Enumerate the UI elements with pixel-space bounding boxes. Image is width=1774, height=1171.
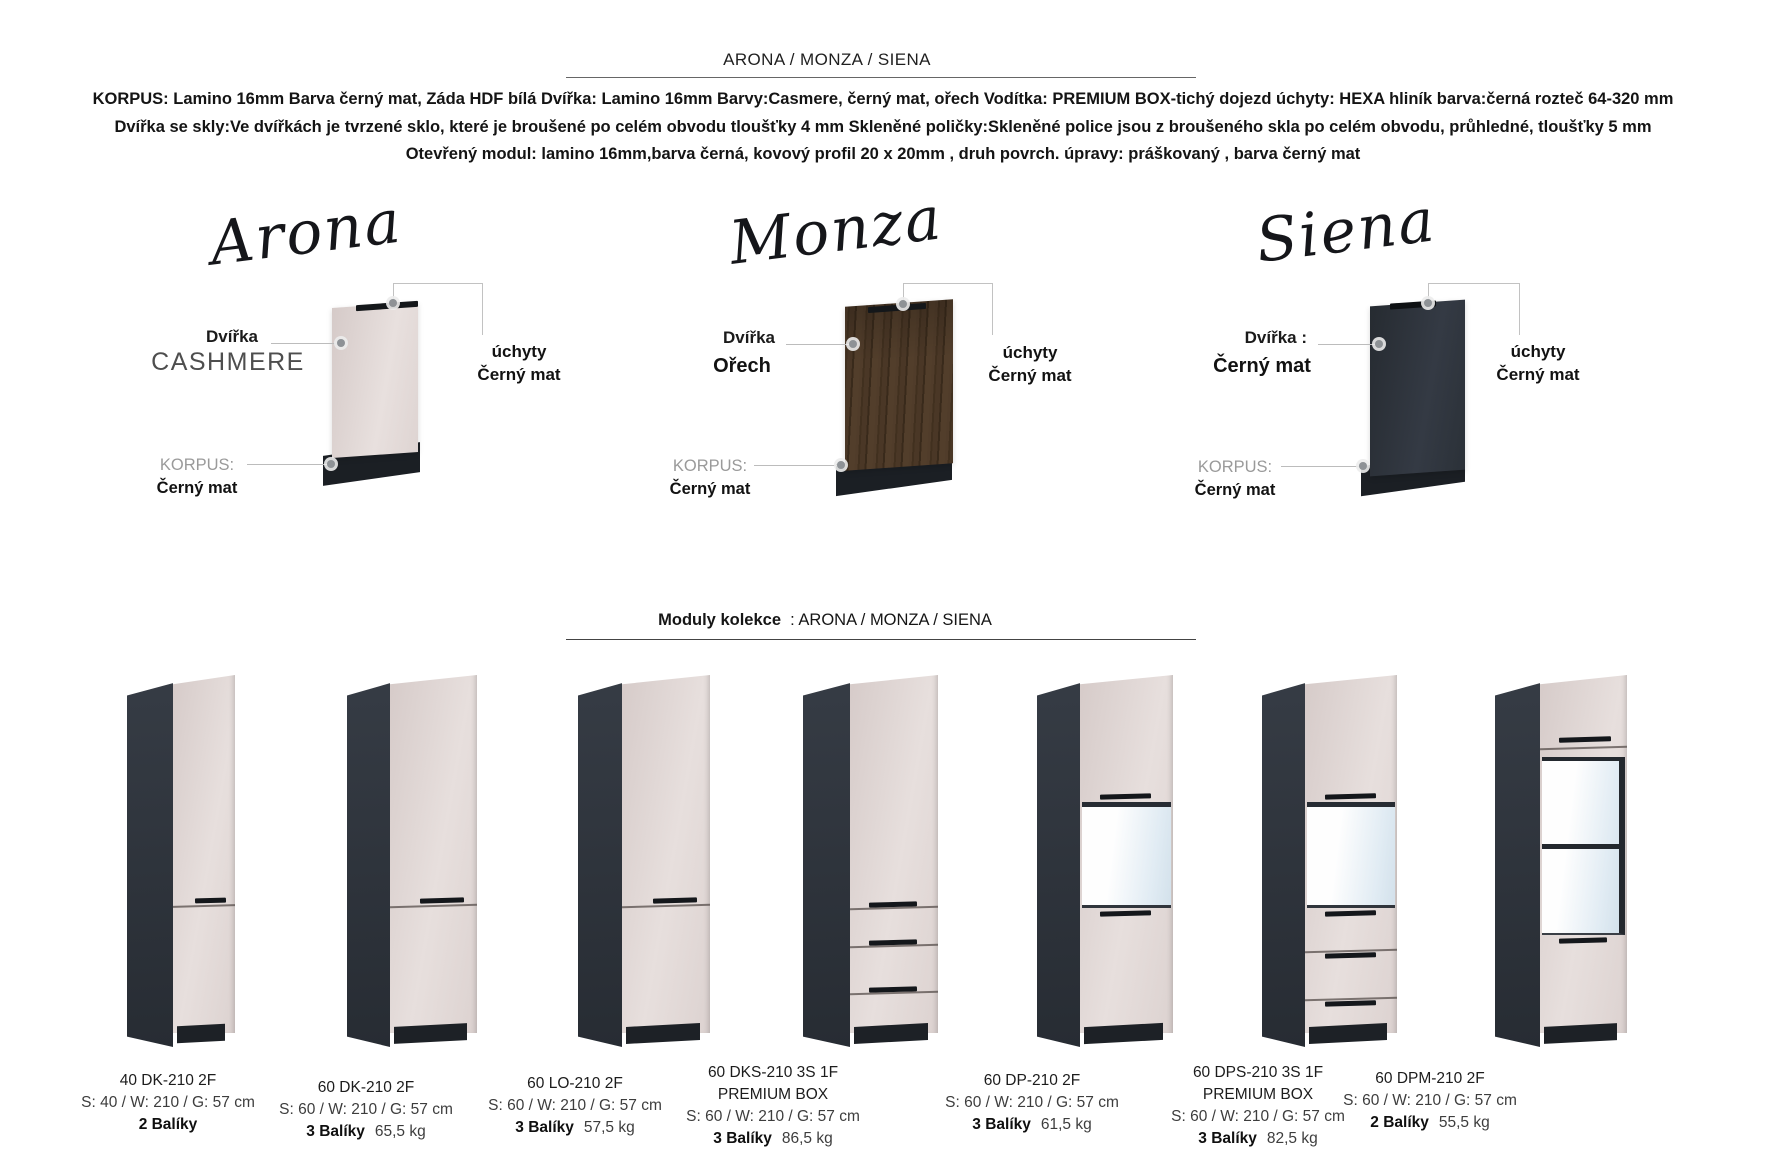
cabinet-front [622,675,710,1033]
module-code: 40 DK-210 2F [119,1072,217,1089]
door-label: Dvířka [723,328,775,347]
cabinet-seam [390,904,477,908]
cabinet-seam [1540,746,1627,750]
handle-dot [899,300,907,308]
bracket-line [903,283,993,335]
handles-label: úchyty [1002,343,1058,362]
handles-label-block [1496,340,1579,386]
cabinet-side [1037,675,1080,1047]
module-weight: 65,5 kg [374,1123,426,1140]
handle-dot [389,299,397,307]
module-dims: S: 60 / W: 210 / G: 57 cm [488,1097,662,1114]
korpus-value: Černý mat [669,480,751,498]
cabinet-handle [1325,793,1376,799]
cabinet-plinth [1084,1023,1163,1044]
modules-heading-bold: Moduly kolekce [658,611,781,629]
module-dims: S: 60 / W: 210 / G: 57 cm [1171,1108,1345,1125]
modules-heading [658,611,992,630]
module-subtitle: PREMIUM BOX [1202,1086,1314,1103]
cabinet-plinth [177,1024,225,1044]
door-label: Dvířka : [1244,328,1307,347]
cabinet-seam [850,944,938,948]
cabinet-side [1262,675,1305,1047]
cabinet-plinth [1309,1023,1387,1044]
cabinet-seam [850,991,938,995]
korpus-leader-line [754,465,838,466]
description-line: KORPUS: Lamino 16mm Barva černý mat, Záda HDF bílá Dvířka: Lamino 16mm Barvy:Casmere, černý mat, ořech Vodítka: PREMIUM BOX-tichý dojezd úchyty: HEXA hliník barva:černá rozteč 64-320 mm [92,90,1674,108]
module-code: 60 DP-210 2F [983,1072,1081,1089]
handles-label-block [988,341,1071,387]
cabinet-handle [1559,736,1611,742]
korpus-leader-line [1281,466,1361,467]
module-code: 60 LO-210 2F [527,1075,623,1092]
cabinet-handle [1325,1000,1376,1006]
door-dot [337,339,345,347]
module-dims: S: 60 / W: 210 / G: 57 cm [1343,1092,1517,1109]
cabinet-front [1080,675,1173,1033]
door-dot [849,340,857,348]
module-packages: 2 Balíky [138,1116,198,1133]
cabinet-plinth [854,1023,928,1044]
handles-value: Černý mat [477,365,561,384]
cabinet-front [1540,675,1627,1033]
module-code: 60 DPS-210 3S 1F [1192,1064,1324,1081]
title-underline [566,77,1196,78]
module-packages: 3 Balíky [515,1119,574,1136]
korpus-dot [1359,462,1367,470]
korpus-dot [327,460,335,468]
cabinet-side [347,675,390,1047]
korpus-dot [837,461,845,469]
cabinet-handle [1100,910,1151,916]
door-material: CASHMERE [151,348,305,376]
module-code: 60 DPM-210 2F [1375,1070,1485,1087]
cabinet-handle [1325,910,1376,916]
cabinet-niche [1082,802,1171,908]
handle-dot [1424,299,1432,307]
door-leader-line [786,344,850,345]
module-weight: 86,5 kg [781,1130,833,1147]
cabinet-plinth [394,1023,467,1044]
module-packages: 3 Balíky [306,1123,365,1140]
module-packages: 3 Balíky [1198,1130,1257,1147]
door-leader-line [1318,344,1375,345]
cabinet-plinth [626,1023,700,1044]
module-code: 60 DK-210 2F [317,1079,415,1096]
cabinet-front [1305,675,1397,1033]
korpus-label: KORPUS: [159,456,235,474]
korpus-value: Černý mat [156,479,238,497]
cabinet-niche [1542,757,1625,935]
niche-shelf [1542,844,1619,849]
module-code: 60 DKS-210 3S 1F [707,1064,839,1081]
module-weight: 55,5 kg [1438,1114,1490,1131]
module-packages: 3 Balíky [972,1116,1031,1133]
module-packages-line [1305,1112,1555,1134]
korpus-value: Černý mat [1194,481,1276,499]
cabinet-plinth [1544,1023,1617,1044]
module-subtitle: PREMIUM BOX [717,1086,829,1103]
cabinet-seam [850,906,938,910]
cabinet-handle [653,897,697,903]
module-weight: 61,5 kg [1040,1116,1092,1133]
handles-label: úchyty [491,342,547,361]
module-packages: 2 Balíky [1370,1114,1429,1131]
door-material: Černý mat [1213,355,1311,377]
modules-underline [566,639,1196,640]
cabinet-side [578,675,622,1047]
module-caption [907,1070,1157,1136]
bracket-line [1428,283,1520,335]
handles-value: Černý mat [988,366,1072,385]
description [0,86,1766,169]
handles-label: úchyty [1510,342,1566,361]
module-weight: 57,5 kg [583,1119,635,1136]
module-dims: S: 40 / W: 210 / G: 57 cm [81,1094,255,1111]
cabinet-front [850,675,938,1033]
sample-script-name: Arona [206,186,406,280]
cabinet-side [803,675,850,1047]
handles-label-block [477,340,560,386]
cabinet-handle [195,898,226,904]
korpus-label: KORPUS: [1197,458,1273,476]
module-caption [1305,1068,1555,1134]
module-weight: 82,5 kg [1266,1130,1318,1147]
cabinet-side [1495,675,1540,1047]
cabinet-niche [1307,802,1395,908]
description-line: Otevřený modul: lamino 16mm,barva černá, kovový profil 20 x 20mm , druh povrch. úpravy: práškovaný , barva černý mat [405,145,1361,163]
module-dims: S: 60 / W: 210 / G: 57 cm [279,1101,453,1118]
handles-value: Černý mat [1496,365,1580,384]
bracket-line [393,283,483,335]
sample-script-name: Siena [1252,185,1440,277]
description-line: Dvířka se skly:Ve dvířkách je tvrzené sklo, které je broušené po celém obvodu tloušťky 4 mm Skleněné poličky:Skleněné police jsou z broušeného skla po celém obvodu, průhledné, tloušťky 5 mm [114,117,1652,136]
cabinet-seam [622,904,710,908]
door-material: Ořech [713,355,771,377]
module-packages: 3 Balíky [713,1130,772,1147]
cabinet-side [127,675,173,1047]
module-caption [648,1062,898,1150]
cabinet-handle [420,897,464,903]
cabinet-handle [1325,952,1376,958]
cabinet-seam [173,904,235,908]
modules-heading-rest: : ARONA / MONZA / SIENA [780,611,992,629]
module-dims: S: 60 / W: 210 / G: 57 cm [945,1094,1119,1111]
sample-script-name: Monza [725,183,947,279]
page-title: ARONA / MONZA / SIENA [723,50,931,69]
door-label: Dvířka [206,327,258,346]
module-packages-line [907,1114,1157,1136]
cabinet-handle [1559,937,1607,943]
cabinet-handle [1100,793,1151,799]
korpus-label: KORPUS: [672,457,748,475]
korpus-leader-line [247,464,329,465]
door-leader-line [271,343,338,344]
cabinet-front [390,675,477,1033]
module-packages-line [648,1128,898,1150]
module-dims: S: 60 / W: 210 / G: 57 cm [686,1108,860,1125]
door-dot [1375,340,1383,348]
cabinet-front [173,675,235,1033]
